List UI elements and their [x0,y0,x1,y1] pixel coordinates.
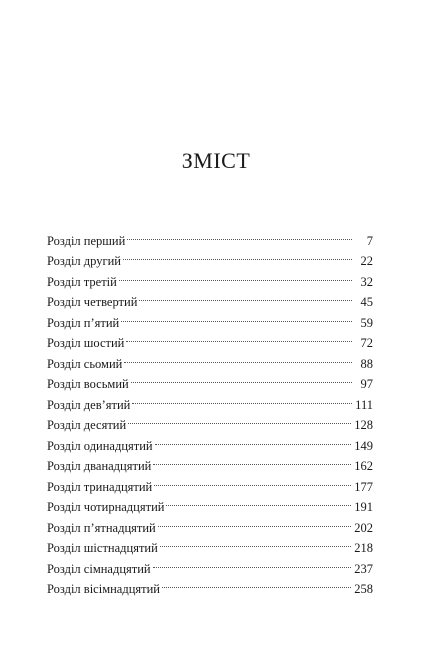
toc-entry-label: Розділ четвертий [47,295,138,309]
toc-entry-page: 237 [354,561,373,576]
toc-entry-page: 97 [360,377,373,391]
toc-entry-page: 258 [354,582,373,596]
toc-dot-leader [158,511,352,532]
toc-entry-label: Розділ п’ятнадцятий [47,520,156,535]
toc-entry-label: Розділ п’ятий [47,315,120,330]
toc-dot-leader [132,388,352,409]
toc-dot-leader [131,368,352,389]
toc-entry-page: 7 [366,233,373,248]
toc-entry[interactable] [47,224,373,248]
toc-entry-label: Розділ чотирнадцятий [47,500,165,514]
toc-dot-leader [124,347,352,368]
toc-entry-page: 218 [354,541,373,555]
toc-dot-leader [154,470,351,491]
toc-entry-page: 128 [354,418,373,432]
toc-entry-page: 32 [360,274,373,289]
toc-entry-label: Розділ тринадцятий [47,479,153,494]
toc-entry-page: 45 [360,295,373,309]
toc-dot-leader [139,286,352,307]
toc-entry-label: Розділ перший [47,233,126,248]
toc-entry-label: Розділ дванадцятий [47,459,152,473]
toc-entry-page: 88 [360,356,373,371]
toc-dot-leader [166,491,351,512]
toc-entry-label: Розділ третій [47,274,117,289]
toc-entry-page: 22 [360,254,373,268]
toc-entry-label: Розділ восьмий [47,377,129,391]
toc-dot-leader [153,450,351,471]
toc-entry-label: Розділ другий [47,254,121,268]
toc-entry-label: Розділ дев’ятий [47,397,131,412]
toc-dot-leader [128,409,351,430]
toc-dot-leader [121,306,352,327]
toc-entry-page: 177 [354,479,373,494]
toc-entry-page: 162 [354,459,373,473]
toc-entry-label: Розділ шістнадцятий [47,541,158,555]
toc-dot-leader [160,532,351,553]
toc-entry-label: Розділ сімнадцятий [47,561,151,576]
toc-dot-leader [119,265,352,286]
toc-entry-label: Розділ сьомий [47,356,123,371]
toc-dot-leader [155,429,352,450]
toc-entry-page: 191 [354,500,373,514]
toc-entry-label: Розділ одинадцятий [47,438,153,453]
toc-dot-leader [123,245,352,266]
toc-entry-label: Розділ шостий [47,336,125,350]
toc-list [47,224,373,596]
toc-dot-leader [153,552,352,573]
toc-entry-label: Розділ десятий [47,418,127,432]
toc-entry-page: 59 [360,315,373,330]
toc-entry-page: 202 [354,520,373,535]
toc-dot-leader [162,573,351,594]
toc-entry-page: 111 [355,397,373,412]
toc-title: ЗМІСТ [181,148,251,173]
toc-entry-page: 149 [354,438,373,453]
toc-entry-label: Розділ вісімнадцятий [47,582,160,596]
toc-dot-leader [126,327,352,348]
toc-dot-leader [127,224,352,245]
toc-entry-page: 72 [360,336,373,350]
